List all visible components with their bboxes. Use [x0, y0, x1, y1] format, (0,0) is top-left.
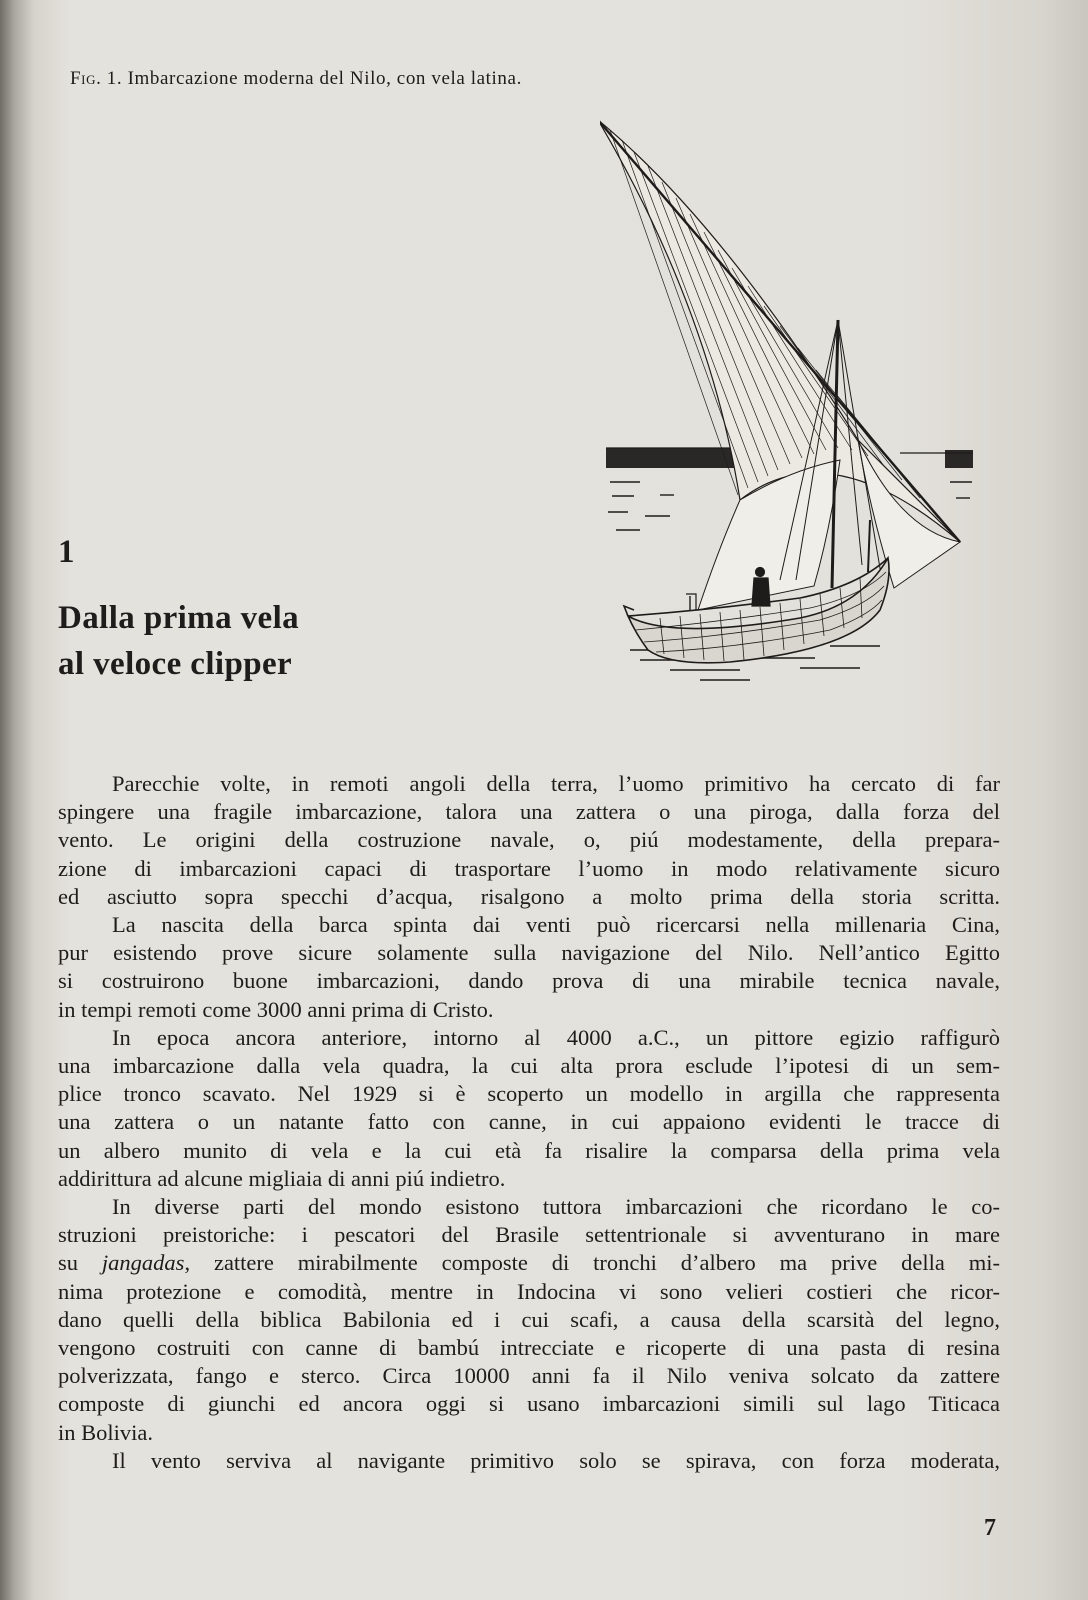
chapter-title-line: al veloce clipper [58, 646, 293, 682]
text-line: in Bolivia. [58, 1419, 153, 1445]
page-number: 7 [984, 1515, 996, 1541]
text-line: zione di imbarcazioni capaci di trasportare l’uomo in modo relativamente sicuro [58, 855, 1000, 881]
figure-caption-text: 1. Imbarcazione moderna del Nilo, con vela latina. [106, 68, 522, 89]
text-line: addirittura ad alcune migliaia di anni piú indietro. [58, 1165, 506, 1191]
text-fragment: su [58, 1250, 79, 1276]
text-line: in tempi remoti come 3000 anni prima di Cristo. [58, 996, 494, 1022]
nile-boat-illustration [600, 110, 985, 700]
text-line: una imbarcazione dalla vela quadra, la cui alta prora esclude l’ipotesi di un sem- [58, 1053, 1000, 1079]
chapter-title [58, 595, 299, 687]
text-line: La nascita della barca spinta dai venti può ricercarsi nella millenaria Cina, [112, 912, 1000, 938]
text-line: un albero munito di vela e la cui età fa risalire la comparsa della prima vela [58, 1137, 1000, 1163]
text-line: pur esistendo prove sicure solamente sulla navigazione del Nilo. Nell’antico Egitto [58, 940, 1000, 966]
text-fragment: , zattere mirabilmente composte di tronchi d’albero ma prive della mi- [184, 1250, 1001, 1276]
text-line: una zattera o un natante fatto con canne, in cui appaiono evidenti le tracce di [58, 1109, 1000, 1135]
text-line [58, 1249, 1000, 1277]
text-line: Il vento serviva al navigante primitivo solo se spirava, con forza moderata, [112, 1447, 1000, 1473]
text-line: ed asciutto sopra specchi d’acqua, risalgono a molto prima della storia scritta. [58, 883, 1000, 909]
text-line: spingere una fragile imbarcazione, talora una zattera o una piroga, dalla forza del [58, 799, 1000, 825]
text-line: polverizzata, fango e sterco. Circa 10000 anni fa il Nilo veniva solcato da zattere [58, 1363, 1000, 1389]
text-line: si costruirono buone imbarcazioni, dando prova di una mirabile tecnica navale, [58, 968, 1000, 994]
text-line: vengono costruiti con canne di bambú intrecciate e ricoperte di una pasta di resina [58, 1335, 1000, 1361]
text-line: composte di giunchi ed ancora oggi si usano imbarcazioni simili sul lago Titicaca [58, 1391, 1000, 1417]
chapter-title-line: Dalla prima vela [58, 600, 300, 636]
italic-term: jangadas [101, 1250, 185, 1276]
text-line: dano quelli della biblica Babilonia ed i cui scafi, a causa della scarsità del legno, [58, 1306, 1000, 1332]
text-line: nima protezione e comodità, mentre in Indocina vi sono velieri costieri che ricor- [58, 1278, 1000, 1304]
text-line: In diverse parti del mondo esistono tuttora imbarcazioni che ricordano le co- [112, 1194, 1000, 1220]
figure-caption [70, 68, 522, 90]
text-line: In epoca ancora anteriore, intorno al 4000 a.C., un pittore egizio raffigurò [112, 1024, 1000, 1050]
text-line: vento. Le origini della costruzione navale, o, piú modestamente, della prepara- [58, 827, 1000, 853]
chapter-number: 1 [58, 534, 75, 570]
text-line: struzioni preistoriche: i pescatori del Brasile settentrionale si avventurano in mare [58, 1222, 1000, 1248]
text-line: plice tronco scavato. Nel 1929 si è scoperto un modello in argilla che rappresenta [58, 1081, 1000, 1107]
text-line: Parecchie volte, in remoti angoli della terra, l’uomo primitivo ha cercato di far [112, 771, 1000, 796]
body-text [58, 770, 1000, 1475]
figure-label: Fig. [70, 68, 102, 89]
